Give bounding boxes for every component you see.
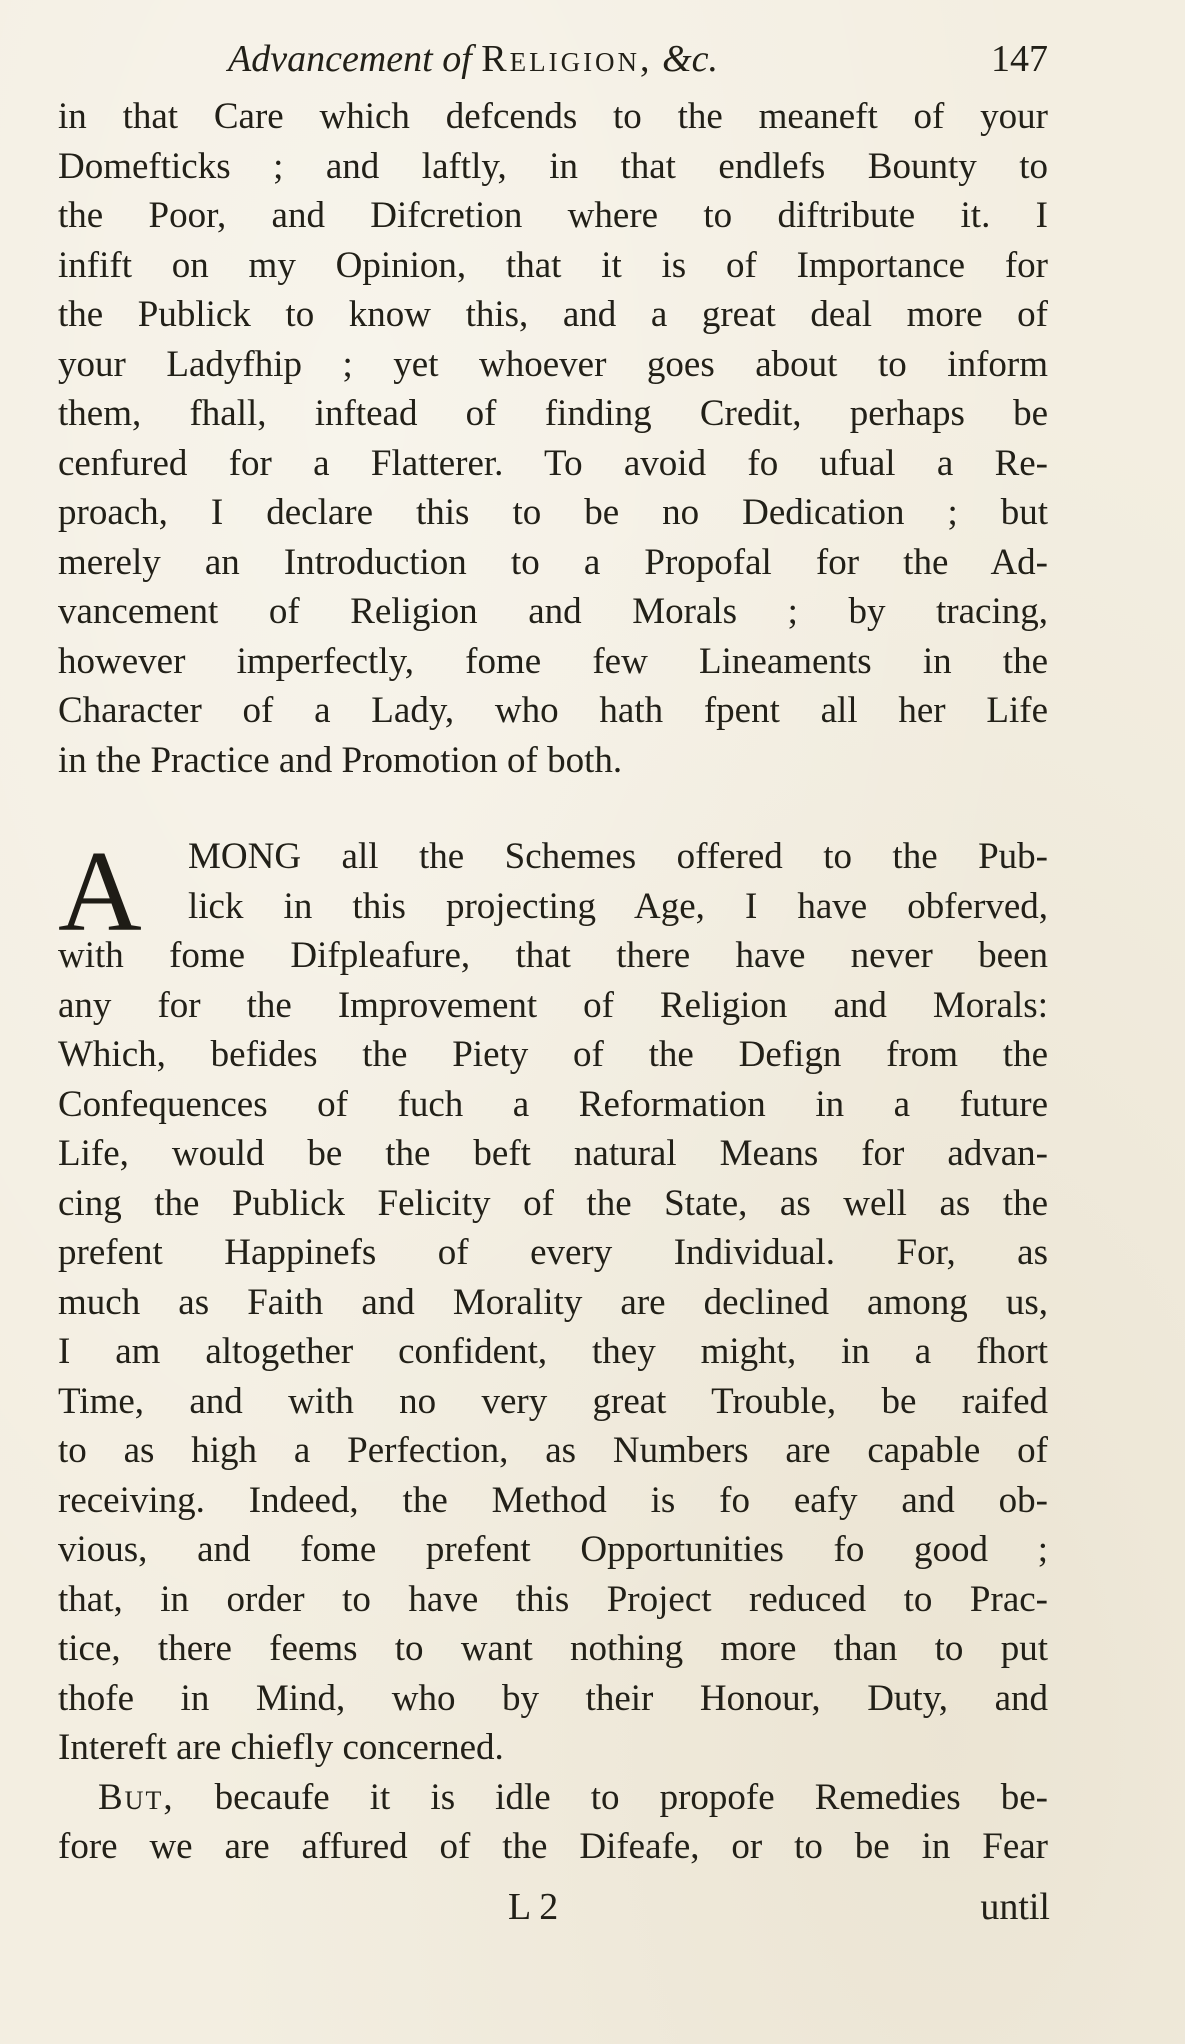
text-line: Intereft are chiefly concerned. [58,1727,504,1768]
text-line: in the Practice and Promotion of both. [58,739,623,781]
running-title-religion: Religion, [481,38,653,80]
first-line: MONG all the Schemes offered to the Pub- [188,836,1048,877]
text-line: Which, befides the Piety of the Defign from the [58,1034,1048,1075]
text-line: receiving. Indeed, the Method is fo eafy and ob- [58,1479,1048,1521]
text-line: thofe in Mind, who by their Honour, Duty, and [58,1677,1048,1719]
catchword: until [980,1886,1050,1928]
text-line: Confequences of fuch a Reformation in a future [58,1083,1048,1125]
text-line: I am altogether confident, they might, in a fhort [58,1331,1048,1372]
text-line: with fome Difpleafure, that there have never been [58,935,1048,976]
text-line: the Poor, and Difcretion where to diftribute it. I [58,195,1048,236]
running-title-etc: &c. [662,38,718,80]
text-line: merely an Introduction to a Propofal for the Ad- [58,541,1048,583]
lead-line-rest: becaufe it is idle to propofe Remedies be- [174,1776,1048,1818]
text-line: Domefticks ; and laftly, in that endlefs Bounty to [58,145,1048,187]
text-line: to as high a Perfection, as Numbers are capable of [58,1430,1048,1471]
text-line: fore we are affured of the Difeafe, or to be in Fear [58,1826,1048,1867]
text-line: proach, I declare this to be no Dedication ; but [58,492,1048,533]
signature-mark: L 2 [508,1886,559,1928]
drop-cap-lines [58,832,1048,931]
running-title-of: of [442,38,472,80]
running-head [58,34,1058,84]
text-line: vious, and fome prefent Opportunities fo good ; [58,1529,1048,1570]
text-line [58,832,1048,882]
text-line: in that Care which defcends to the meaneft of your [58,96,1048,137]
text-line: that, in order to have this Project reduced to Prac- [58,1578,1048,1620]
text-line: prefent Happinefs of every Individual. For, as [58,1232,1048,1273]
drop-cap: A [58,828,142,956]
page-number: 147 [991,38,1048,80]
text-line: any for the Improvement of Religion and Morals: [58,984,1048,1026]
text-line: your Ladyfhip ; yet whoever goes about to inform [58,343,1048,385]
running-title [228,34,718,84]
text-line: them, fhall, inftead of finding Credit, perhaps be [58,393,1048,434]
text-line: infift on my Opinion, that it is of Importance for [58,244,1048,286]
text-line: much as Faith and Morality are declined among us, [58,1281,1048,1323]
lead-word-but: But, [98,1776,175,1818]
text-line: however imperfectly, fome few Lineaments in the [58,640,1048,682]
text-line: the Publick to know this, and a great deal more of [58,294,1048,335]
text-line: Life, would be the beft natural Means for advan- [58,1133,1048,1174]
text-line: cing the Publick Felicity of the State, as well as the [58,1182,1048,1224]
running-title-advancement: Advancement [228,38,433,80]
text-line: lick in this projecting Age, I have obferved, [188,885,1048,927]
paragraph-continued [58,92,1048,785]
text-line: tice, there feems to want nothing more than to put [58,1628,1048,1669]
text-line [58,1773,1048,1823]
text-line: vancement of Religion and Morals ; by tracing, [58,591,1048,632]
text-line: cenfured for a Flatterer. To avoid fo ufual a Re- [58,442,1048,484]
text-line: Time, and with no very great Trouble, be raifed [58,1380,1048,1422]
section-among [58,828,1048,1872]
text-line: Character of a Lady, who hath fpent all her Life [58,690,1048,731]
